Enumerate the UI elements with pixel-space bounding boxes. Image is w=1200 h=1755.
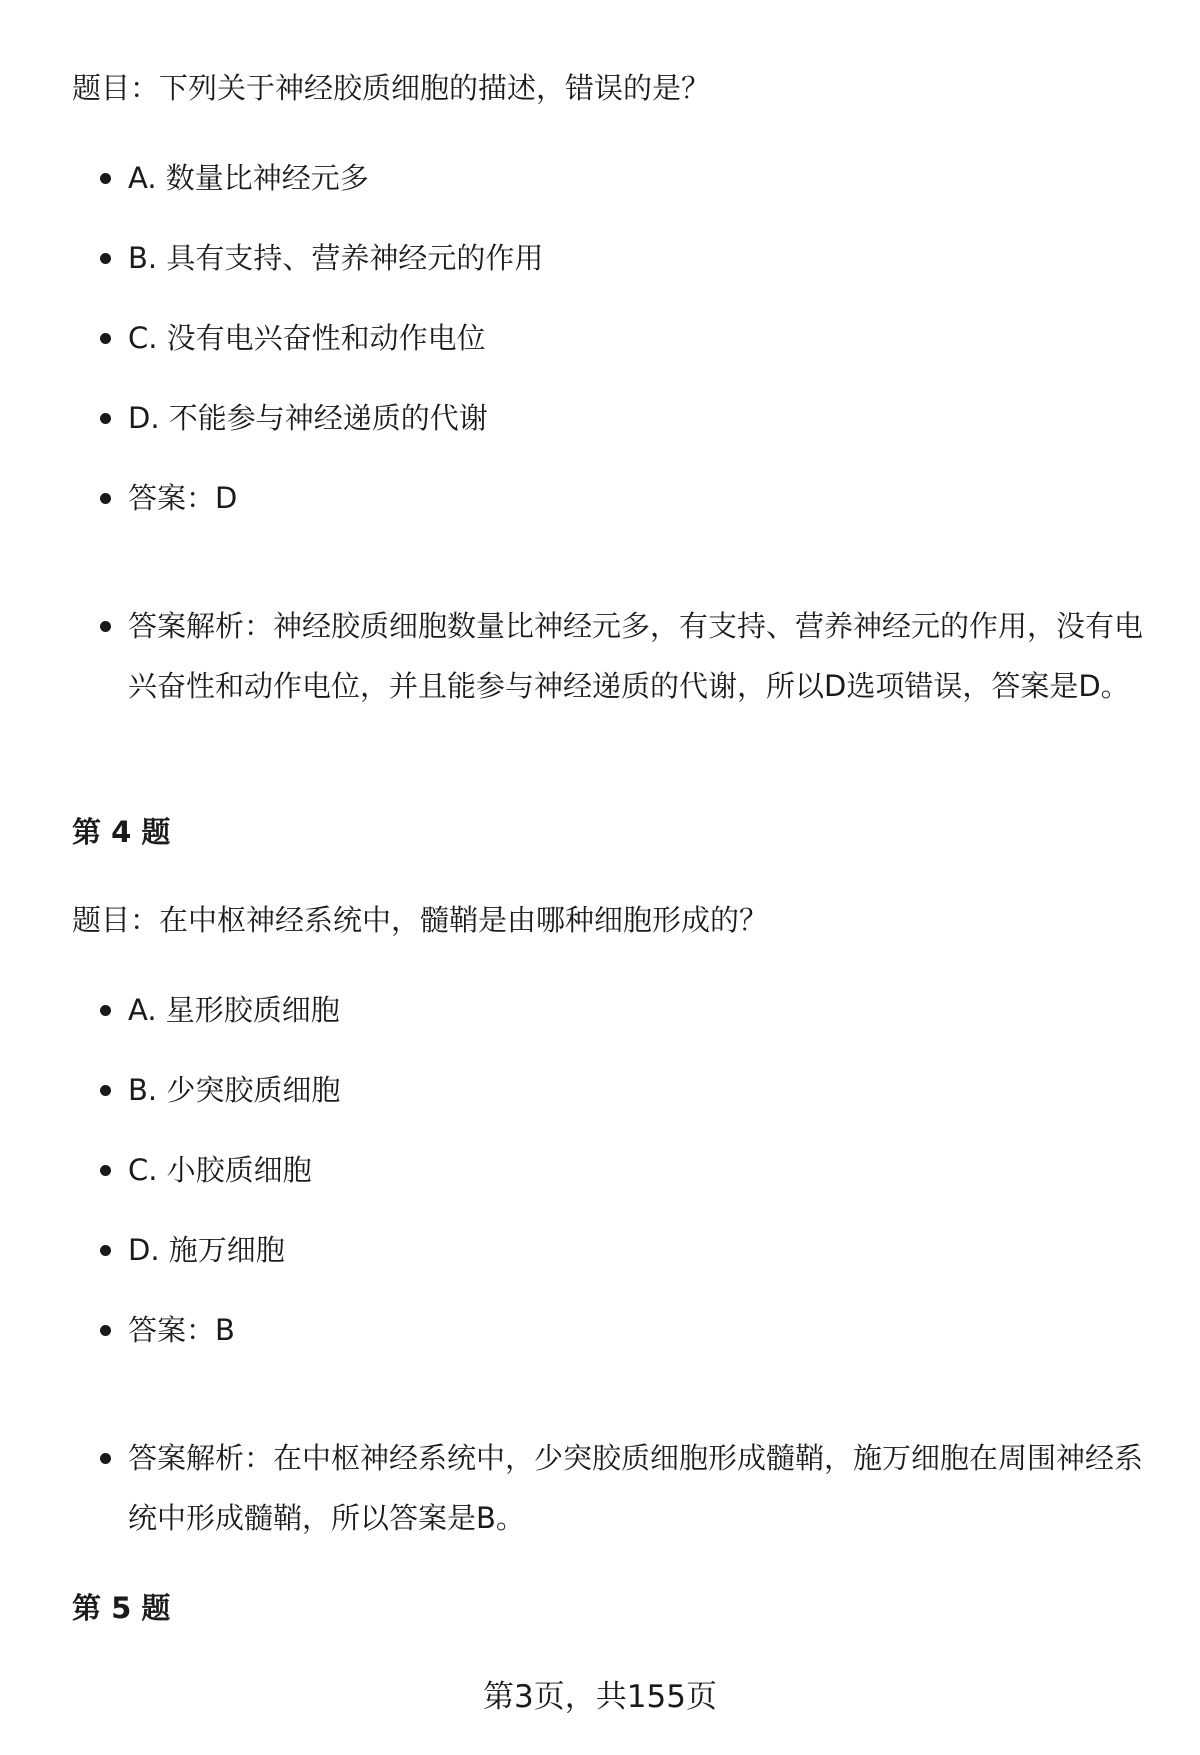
question-5-heading: 第 5 题 [72, 1591, 171, 1625]
question-3-option-b [96, 228, 1156, 288]
analysis-text: 答案解析：神经胶质细胞数量比神经元多，有支持、营养神经元的作用，没有电兴奋性和动作电位，并且能参与神经递质的代谢，所以D选项错误，答案是D。 [128, 609, 1144, 703]
bullet-icon [96, 1140, 128, 1200]
question-4-text: 题目：在中枢神经系统中，髓鞘是由哪种细胞形成的？ [72, 903, 769, 937]
analysis-text: 答案解析：在中枢神经系统中，少突胶质细胞形成髓鞘，施万细胞在周围神经系统中形成髓鞘，所以答案是B。 [128, 1441, 1144, 1535]
bullet-icon [96, 1060, 128, 1120]
option-text: B. 少突胶质细胞 [128, 1073, 341, 1107]
question-3-option-a [96, 148, 1156, 208]
option-text: A. 星形胶质细胞 [128, 993, 340, 1027]
page-number-footer: 第3页，共155页 [483, 1679, 717, 1715]
bullet-icon [96, 980, 128, 1040]
bullet-icon [96, 308, 128, 368]
question-4-heading: 第 4 题 [72, 815, 171, 849]
bullet-icon [96, 596, 128, 656]
question-4-option-d [96, 1220, 1156, 1280]
bullet-icon [96, 1300, 128, 1360]
bullet-icon [96, 388, 128, 448]
bullet-icon [96, 468, 128, 528]
option-text: C. 小胶质细胞 [128, 1153, 312, 1187]
answer-text: 答案：B [128, 1313, 235, 1347]
option-text: B. 具有支持、营养神经元的作用 [128, 241, 544, 275]
question-3-option-c [96, 308, 1156, 368]
bullet-icon [96, 1428, 128, 1488]
answer-text: 答案：D [128, 481, 238, 515]
bullet-icon [96, 228, 128, 288]
question-3-analysis [96, 596, 1156, 716]
question-3-answer [96, 468, 1156, 528]
option-text: D. 施万细胞 [128, 1233, 285, 1267]
question-3-option-d [96, 388, 1156, 448]
question-3-text: 题目：下列关于神经胶质细胞的描述，错误的是？ [72, 71, 711, 105]
option-text: C. 没有电兴奋性和动作电位 [128, 321, 486, 355]
question-4-analysis [96, 1428, 1156, 1548]
question-4-answer [96, 1300, 1156, 1360]
bullet-icon [96, 1220, 128, 1280]
question-4-option-c [96, 1140, 1156, 1200]
question-4-option-b [96, 1060, 1156, 1120]
option-text: D. 不能参与神经递质的代谢 [128, 401, 488, 435]
question-4-option-a [96, 980, 1156, 1040]
option-text: A. 数量比神经元多 [128, 161, 369, 195]
bullet-icon [96, 148, 128, 208]
